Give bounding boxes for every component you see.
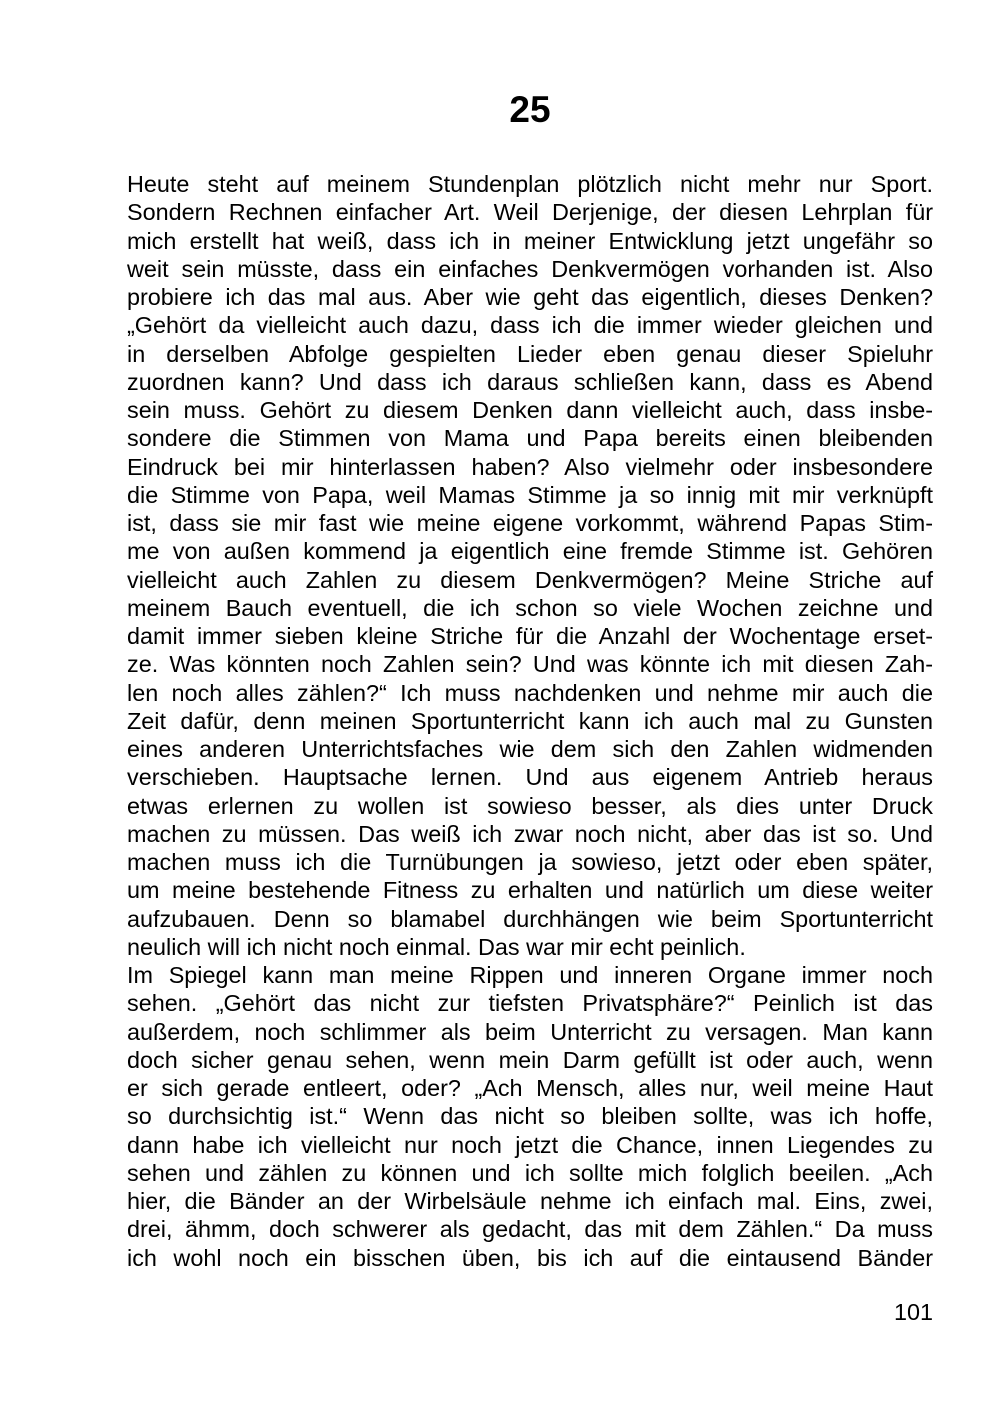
text-line: sehen und zählen zu können und ich sollte mich folglich beeilen. „Ach [127, 1159, 933, 1186]
text-line: len noch alles zählen?“ Ich muss nachdenken und nehme mir auch die [127, 679, 933, 706]
text-line: ich wohl noch ein bisschen üben, bis ich auf die eintausend Bänder [127, 1244, 933, 1271]
chapter-number: 25 [509, 89, 551, 130]
text-line: neulich will ich nicht noch einmal. Das war mir echt peinlich. [127, 933, 746, 960]
text-line: hier, die Bänder an der Wirbelsäule nehme ich einfach mal. Eins, zwei, [127, 1188, 933, 1214]
text-line: machen muss ich die Turnübungen ja sowieso, jetzt oder eben später, [127, 849, 933, 875]
text-line: machen zu müssen. Das weiß ich zwar noch nicht, aber das ist so. Und [127, 820, 933, 847]
text-line: weit sein müsste, dass ein einfaches Denkvermögen vorhanden ist. Also [127, 255, 933, 282]
text-line: aufzubauen. Denn so blamabel durchhängen wie beim Sportunterricht [127, 905, 933, 932]
text-line: sein muss. Gehört zu diesem Denken dann vielleicht auch, dass insbe- [127, 397, 933, 423]
text-line: dann habe ich vielleicht nur noch jetzt die Chance, innen Liegendes zu [127, 1131, 933, 1158]
text-line: etwas erlernen zu wollen ist sowieso besser, als dies unter Druck [127, 792, 933, 819]
text-line: sondere die Stimmen von Mama und Papa bereits einen bleibenden [127, 425, 933, 452]
text-line: me von außen kommend ja eigentlich eine fremde Stimme ist. Gehören [127, 538, 933, 565]
text-line: „Gehört da vielleicht auch dazu, dass ich die immer wieder gleichen und [127, 312, 933, 339]
text-line: ist, dass sie mir fast wie meine eigene vorkommt, während Papas Stim- [127, 510, 933, 536]
text-line: doch sicher genau sehen, wenn mein Darm gefüllt ist oder auch, wenn [127, 1046, 933, 1073]
text-line: in derselben Abfolge gespielten Lieder eben genau dieser Spieluhr [127, 340, 933, 367]
text-line: Eindruck bei mir hinterlassen haben? Also vielmehr oder insbesondere [127, 453, 933, 480]
text-line: sehen. „Gehört das nicht zur tiefsten Privatsphäre?“ Peinlich ist das [127, 990, 933, 1017]
text-line: probiere ich das mal aus. Aber wie geht das eigentlich, dieses Denken? [127, 284, 933, 310]
text-line: mich erstellt hat weiß, dass ich in meiner Entwicklung jetzt ungefähr so [127, 227, 933, 254]
text-line: die Stimme von Papa, weil Mamas Stimme ja so innig mit mir verknüpft [127, 481, 933, 508]
text-line: Im Spiegel kann man meine Rippen und inneren Organe immer noch [127, 962, 933, 988]
text-line: Zeit dafür, denn meinen Sportunterricht kann ich auch mal zu Gunsten [127, 707, 933, 734]
text-line: drei, ähmm, doch schwerer als gedacht, das mit dem Zählen.“ Da muss [127, 1216, 933, 1243]
text-line: er sich gerade entleert, oder? „Ach Mensch, alles nur, weil meine Haut [127, 1075, 933, 1101]
text-line: außerdem, noch schlimmer als beim Unterricht zu versagen. Man kann [127, 1018, 933, 1045]
text-line: Heute steht auf meinem Stundenplan plötzlich nicht mehr nur Sport. [127, 171, 933, 197]
text-line: verschieben. Hauptsache lernen. Und aus eigenem Antrieb heraus [127, 764, 933, 791]
page-number: 101 [893, 1299, 933, 1325]
text-line: so durchsichtig ist.“ Wenn das nicht so bleiben sollte, was ich hoffe, [127, 1103, 933, 1130]
text-line: vielleicht auch Zahlen zu diesem Denkvermögen? Meine Striche auf [127, 566, 933, 593]
body-text [127, 170, 933, 1272]
text-line: Sondern Rechnen einfacher Art. Weil Derjenige, der diesen Lehrplan für [127, 199, 933, 226]
text-line: zuordnen kann? Und dass ich daraus schließen kann, dass es Abend [127, 368, 933, 395]
text-line: meinem Bauch eventuell, die ich schon so viele Wochen zeichne und [127, 594, 933, 621]
text-line: um meine bestehende Fitness zu erhalten und natürlich um diese weiter [127, 877, 933, 904]
text-line: ze. Was könnten noch Zahlen sein? Und was könnte ich mit diesen Zah- [127, 651, 933, 678]
text-line: eines anderen Unterrichtsfaches wie dem sich den Zahlen widmenden [127, 736, 933, 762]
text-line: damit immer sieben kleine Striche für die Anzahl der Wochentage erset- [127, 623, 933, 649]
